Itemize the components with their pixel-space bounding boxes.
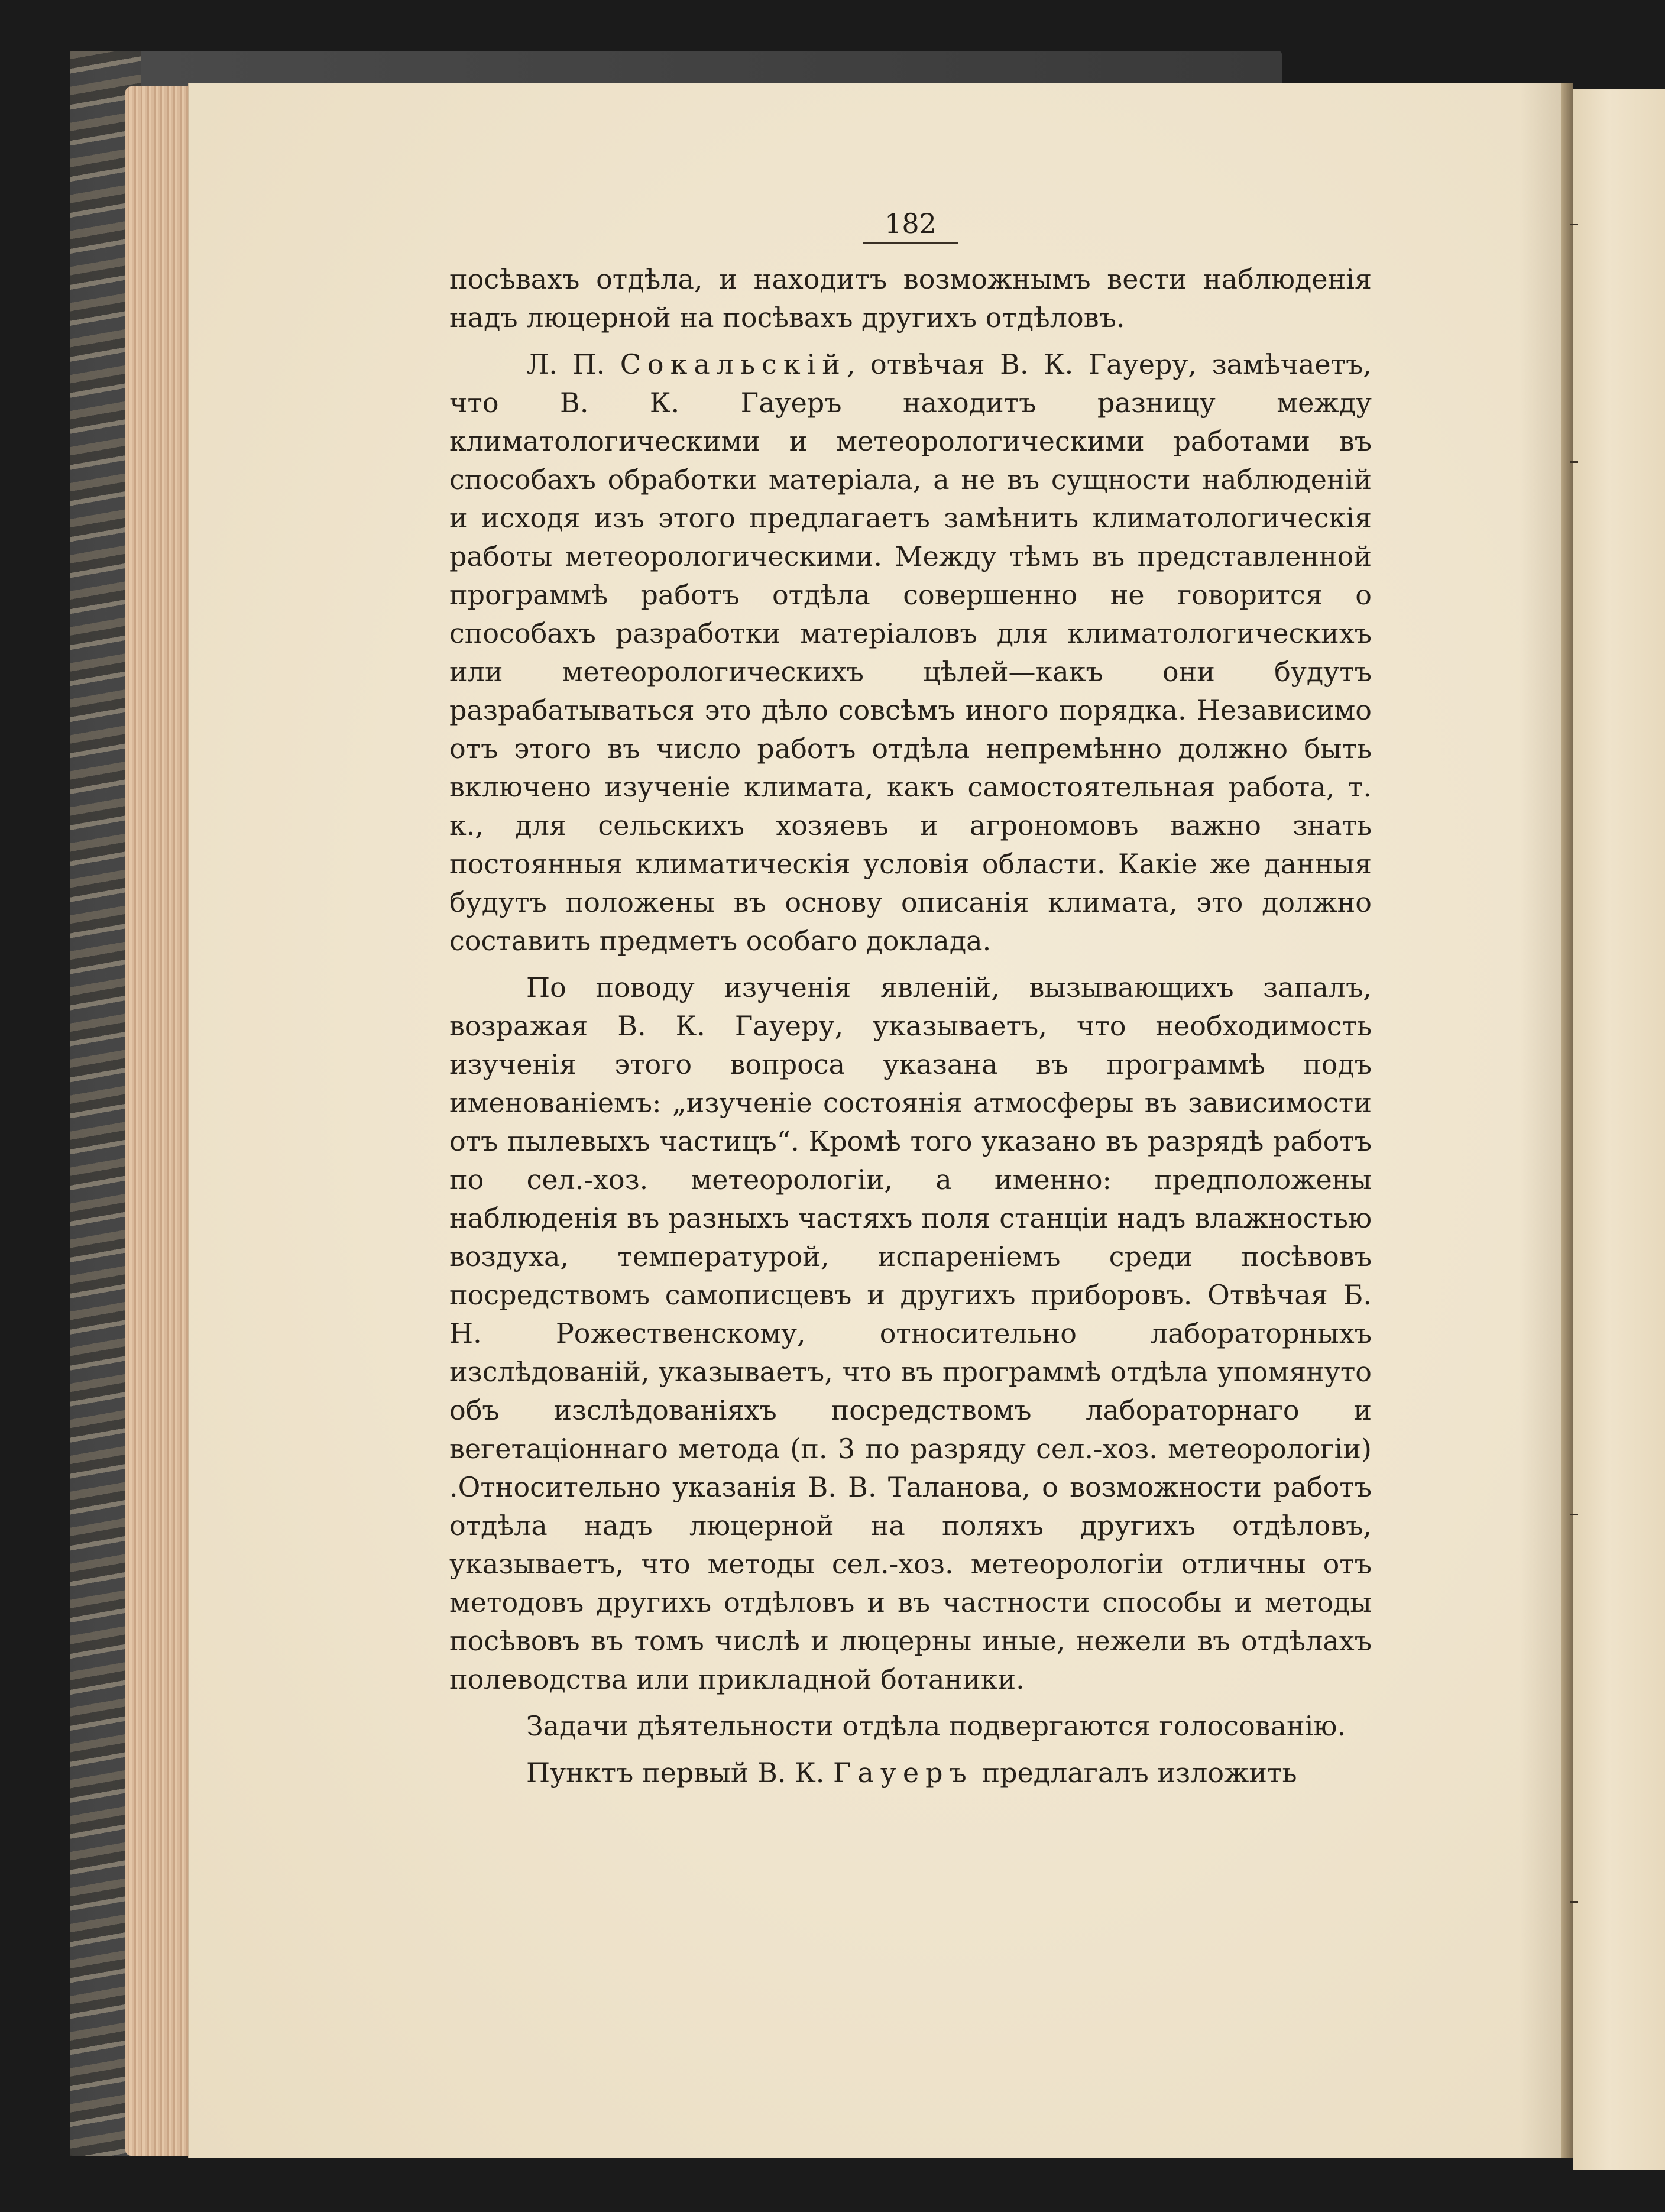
page-number: 182 bbox=[885, 208, 937, 239]
paragraph-5 bbox=[449, 1754, 1372, 1792]
paragraph-3-text: По поводу изученія явленій, вызывающихъ запалъ, возражая В. К. Гауеру, указываетъ, что необходимость изученія этого вопроса указана въ программѣ подъ именованіемъ: „изученіе состоянія атмосферы въ зависимости отъ пылевыхъ частицъ“. Кромѣ того указано въ разрядѣ работъ по сел.-хоз. метеорологіи, а именно: предположены наблюденія въ разныхъ частяхъ поля станціи надъ влажностью воздуха, температурой, испареніемъ среди посѣвовъ посредствомъ самописцевъ и другихъ приборовъ. Отвѣчая Б. Н. Рожественскому, относительно лабораторныхъ изслѣдованій, указываетъ, что въ программѣ отдѣла упомянуто объ изслѣдованіяхъ посредствомъ лабораторнаго и вегетаціоннаго метода (п. 3 по разряду сел.-хоз. метеорологіи) .Относительно указанія В. В. Таланова, о возможности работъ отдѣла надъ люцерной на поляхъ другихъ отдѣловъ, указываетъ, что методы сел.-хоз. метеорологіи отличны отъ методовъ другихъ отдѣловъ и въ частности способы и методы посѣвовъ въ томъ числѣ и люцерны иные, нежели въ отдѣлахъ полеводства или прикладной ботаники. bbox=[449, 971, 1372, 1695]
facing-page-edge bbox=[1573, 89, 1665, 2170]
page-text-block bbox=[449, 206, 1372, 1800]
facing-page-mark bbox=[1570, 1901, 1578, 1903]
facing-page-mark bbox=[1570, 224, 1578, 225]
paragraph-1-text: посѣвахъ отдѣла, и находитъ возможнымъ вести наблюденія надъ люцерной на посѣвахъ другихъ отдѣловъ. bbox=[449, 263, 1372, 333]
paragraph-3 bbox=[449, 969, 1372, 1699]
paragraph-2-lead: Л. П. bbox=[526, 348, 620, 380]
paragraph-2 bbox=[449, 345, 1372, 960]
page-gutter bbox=[1561, 83, 1573, 2158]
facing-page-mark bbox=[1570, 1514, 1578, 1515]
facing-page-mark bbox=[1570, 461, 1578, 463]
paragraph-4-text: Задачи дѣятельности отдѣла подвергаются голосованію. bbox=[526, 1710, 1346, 1742]
paragraph-5-tail: предлагалъ изложить bbox=[973, 1757, 1297, 1789]
speaker-name-sokalsky: Сокальскій bbox=[620, 348, 847, 380]
page-number-rule bbox=[863, 242, 958, 244]
paragraph-2-text: , отвѣчая В. К. Гауеру, замѣчаетъ, что В. К. Гауеръ находитъ разницу между климатологическими и метеорологическими работами въ способахъ обработки матеріала, а не въ сущности наблюденій и исходя изъ этого предлагаетъ замѣнить климатологическія работы метеорологическими. Между тѣмъ въ представленной программѣ работъ отдѣла совершенно не говорится о способахъ разработки матеріаловъ для климатологическихъ или метеорологическихъ цѣлей—какъ они будутъ разрабатываться это дѣло совсѣмъ иного порядка. Независимо отъ этого въ число работъ отдѣла непремѣнно должно быть включено изученіе климата, какъ самостоятельная работа, т. к., для сельскихъ хозяевъ и агрономовъ важно знать постоянныя климатическія условія области. Какіе же данныя будутъ положены въ основу описанія климата, это должно составить предметъ особаго доклада. bbox=[449, 348, 1372, 957]
paragraph-5-lead: Пунктъ первый В. К. bbox=[526, 1757, 833, 1789]
speaker-name-gauer: Гауеръ bbox=[832, 1757, 973, 1789]
paragraph-4 bbox=[449, 1707, 1372, 1745]
paragraph-1 bbox=[449, 260, 1372, 337]
